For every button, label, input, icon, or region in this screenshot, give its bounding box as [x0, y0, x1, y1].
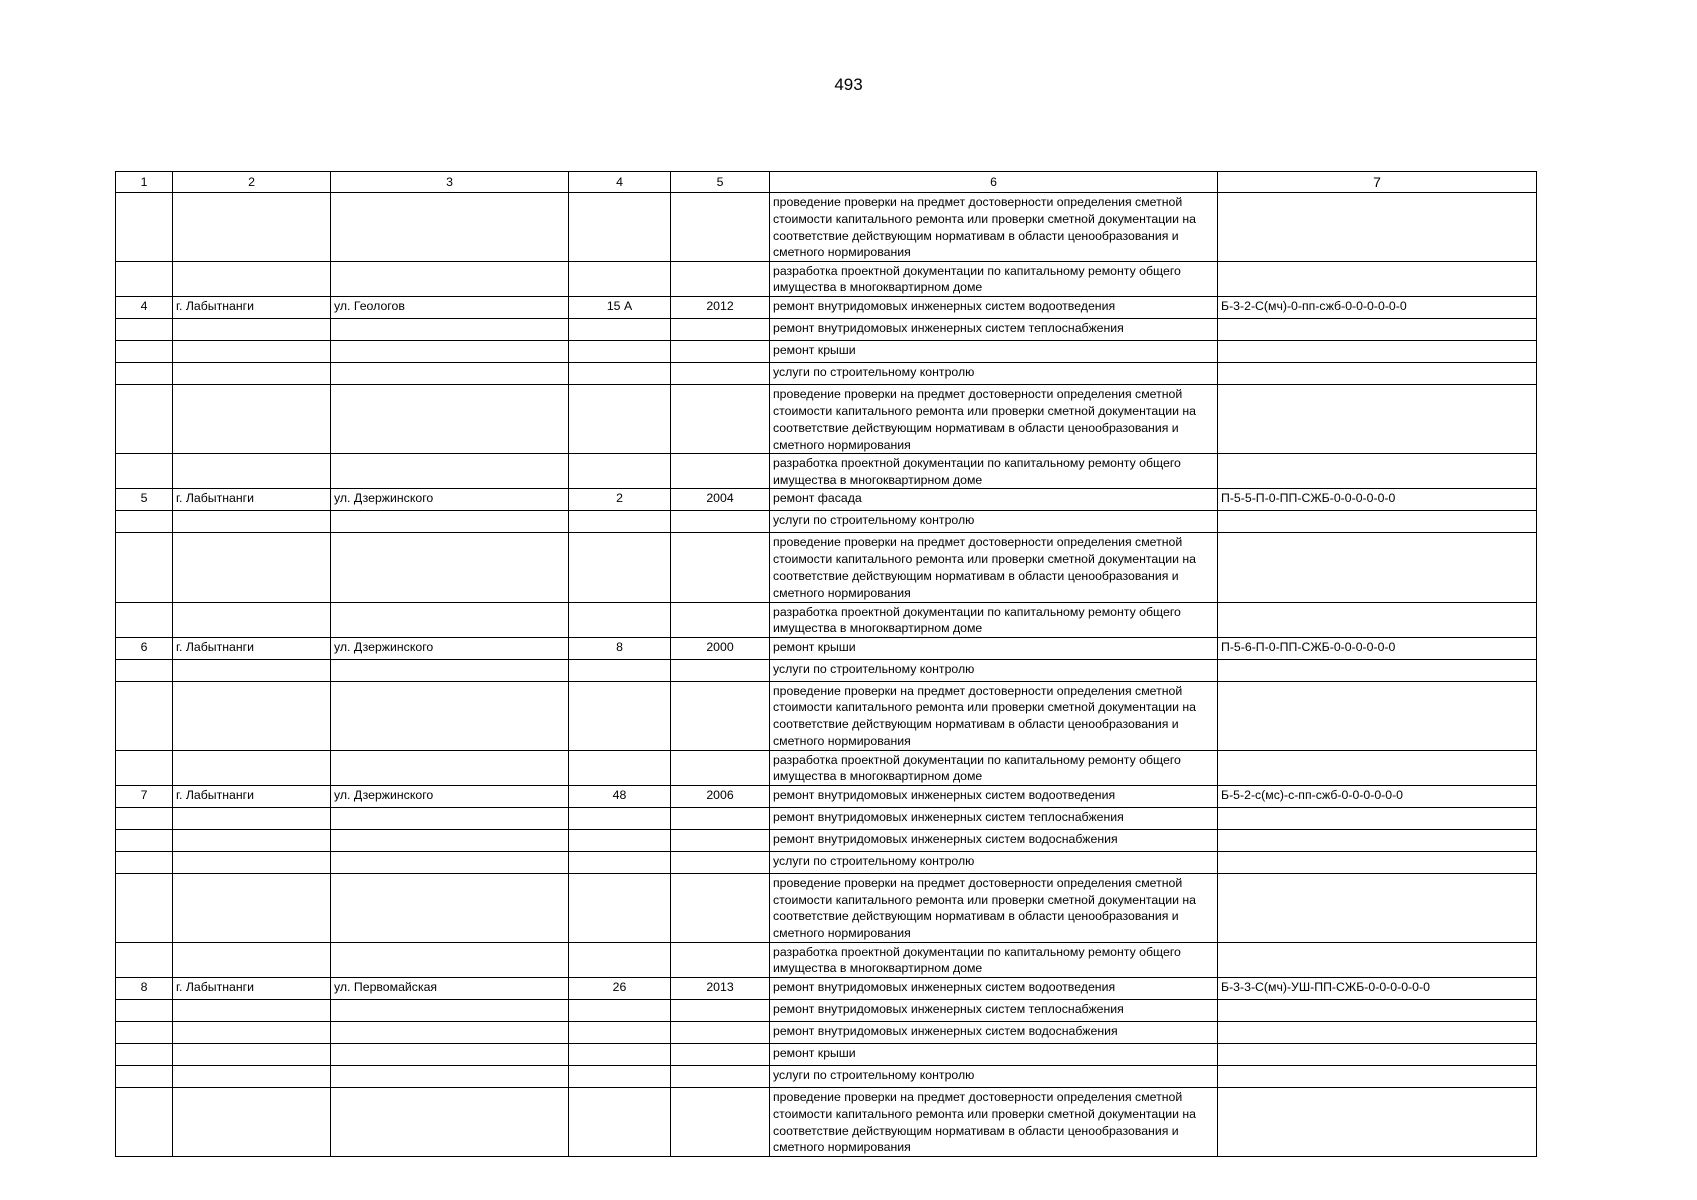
table-row — [116, 999, 1537, 1021]
table-row — [116, 193, 1537, 262]
table-cell — [116, 385, 173, 454]
table-cell — [173, 851, 331, 873]
table-cell: Б-3-3-С(мч)-УШ-ПП-СЖБ-0-0-0-0-0-0 — [1218, 977, 1537, 999]
table-cell — [1218, 851, 1537, 873]
table-cell: проведение проверки на предмет достоверности определения сметной стоимости капитального ремонта или проверки сметной документации на соответствие действующим нормативам в области ценообразования и сметного нормирования — [770, 193, 1218, 262]
table-cell — [569, 454, 671, 489]
table-cell: проведение проверки на предмет достоверности определения сметной стоимости капитального ремонта или проверки сметной документации на соответствие действующим нормативам в области ценообразования и сметного нормирования — [770, 385, 1218, 454]
table-cell — [173, 341, 331, 363]
table-cell — [569, 193, 671, 262]
table-cell — [671, 807, 770, 829]
header-cell: 4 — [569, 172, 671, 193]
table-cell — [1218, 602, 1537, 637]
table-cell — [569, 262, 671, 297]
table-cell: 2000 — [671, 637, 770, 659]
table-cell — [116, 1087, 173, 1156]
table-cell — [173, 1021, 331, 1043]
table-row — [116, 1043, 1537, 1065]
table-cell — [671, 193, 770, 262]
table-cell — [173, 454, 331, 489]
table-cell: ремонт внутридомовых инженерных систем водоотведения — [770, 297, 1218, 319]
table-cell — [331, 533, 569, 602]
table-cell — [116, 659, 173, 681]
table-cell — [331, 1043, 569, 1065]
table-cell — [173, 750, 331, 785]
table-cell: 26 — [569, 977, 671, 999]
table-cell — [569, 1087, 671, 1156]
table-cell: ул. Геологов — [331, 297, 569, 319]
table-cell — [671, 999, 770, 1021]
table-cell: ремонт внутридомовых инженерных систем теплоснабжения — [770, 319, 1218, 341]
table-row — [116, 785, 1537, 807]
table-cell — [331, 385, 569, 454]
table-cell: г. Лабытнанги — [173, 297, 331, 319]
table-cell: услуги по строительному контролю — [770, 1065, 1218, 1087]
table-cell: 2 — [569, 489, 671, 511]
works-table — [115, 171, 1537, 1157]
table-row — [116, 681, 1537, 750]
header-cell: 6 — [770, 172, 1218, 193]
table-row — [116, 659, 1537, 681]
table-cell — [1218, 873, 1537, 942]
table-cell: г. Лабытнанги — [173, 977, 331, 999]
table-cell: услуги по строительному контролю — [770, 511, 1218, 533]
table-cell: 2013 — [671, 977, 770, 999]
table-cell — [173, 385, 331, 454]
table-cell — [331, 750, 569, 785]
table-cell — [1218, 659, 1537, 681]
table-cell — [116, 454, 173, 489]
table-cell — [331, 942, 569, 977]
table-row — [116, 341, 1537, 363]
table-cell — [671, 319, 770, 341]
table-row — [116, 385, 1537, 454]
table-row — [116, 262, 1537, 297]
table-cell — [1218, 807, 1537, 829]
table-cell — [1218, 385, 1537, 454]
table-cell — [116, 319, 173, 341]
table-cell: разработка проектной документации по капитальному ремонту общего имущества в многоквартирном доме — [770, 454, 1218, 489]
table-cell — [671, 829, 770, 851]
table-cell — [1218, 363, 1537, 385]
table-cell — [569, 602, 671, 637]
table-cell: П-5-6-П-0-ПП-СЖБ-0-0-0-0-0-0 — [1218, 637, 1537, 659]
table-cell — [569, 750, 671, 785]
table-cell: проведение проверки на предмет достоверности определения сметной стоимости капитального ремонта или проверки сметной документации на соответствие действующим нормативам в области ценообразования и сметного нормирования — [770, 1087, 1218, 1156]
table-cell: разработка проектной документации по капитальному ремонту общего имущества в многоквартирном доме — [770, 750, 1218, 785]
table-cell — [1218, 341, 1537, 363]
table-cell: 4 — [116, 297, 173, 319]
table-row — [116, 1087, 1537, 1156]
table-row — [116, 1065, 1537, 1087]
table-cell — [173, 942, 331, 977]
table-cell — [671, 851, 770, 873]
table-cell — [116, 873, 173, 942]
table-cell — [116, 533, 173, 602]
table-cell — [331, 1065, 569, 1087]
table-row — [116, 807, 1537, 829]
table-row — [116, 851, 1537, 873]
header-cell: 7 — [1218, 172, 1537, 193]
table-cell: разработка проектной документации по капитальному ремонту общего имущества в многоквартирном доме — [770, 602, 1218, 637]
table-cell — [173, 999, 331, 1021]
table-cell: ул. Дзержинского — [331, 785, 569, 807]
table-cell: 5 — [116, 489, 173, 511]
table-cell — [331, 873, 569, 942]
table-cell — [569, 511, 671, 533]
table-cell — [116, 1065, 173, 1087]
table-cell — [1218, 533, 1537, 602]
table-cell — [116, 341, 173, 363]
table-cell: ремонт внутридомовых инженерных систем теплоснабжения — [770, 999, 1218, 1021]
table-cell — [173, 363, 331, 385]
table-cell — [671, 750, 770, 785]
header-cell: 2 — [173, 172, 331, 193]
table-cell — [116, 999, 173, 1021]
table-cell — [331, 851, 569, 873]
table-cell — [569, 1065, 671, 1087]
table-row — [116, 511, 1537, 533]
table-cell: 15 А — [569, 297, 671, 319]
table-cell — [1218, 681, 1537, 750]
table-cell: ул. Дзержинского — [331, 489, 569, 511]
table-cell — [116, 750, 173, 785]
table-cell: ул. Первомайская — [331, 977, 569, 999]
table-cell — [569, 851, 671, 873]
table-cell: ремонт внутридомовых инженерных систем водоснабжения — [770, 1021, 1218, 1043]
table-cell — [116, 829, 173, 851]
table-row — [116, 942, 1537, 977]
table-cell — [173, 602, 331, 637]
table-cell — [569, 999, 671, 1021]
table-cell — [671, 363, 770, 385]
table-cell — [569, 1043, 671, 1065]
table-cell — [173, 1087, 331, 1156]
table-cell — [1218, 1043, 1537, 1065]
table-row — [116, 1021, 1537, 1043]
table-cell — [569, 363, 671, 385]
table-cell — [671, 533, 770, 602]
table-cell — [1218, 262, 1537, 297]
table-cell — [173, 193, 331, 262]
table-cell — [671, 1065, 770, 1087]
table-cell — [116, 1021, 173, 1043]
table-cell: услуги по строительному контролю — [770, 363, 1218, 385]
table-cell — [331, 319, 569, 341]
table-cell: проведение проверки на предмет достоверности определения сметной стоимости капитального ремонта или проверки сметной документации на соответствие действующим нормативам в области ценообразования и сметного нормирования — [770, 873, 1218, 942]
table-cell — [173, 681, 331, 750]
table-cell — [331, 807, 569, 829]
table-cell: разработка проектной документации по капитальному ремонту общего имущества в многоквартирном доме — [770, 942, 1218, 977]
table-cell — [1218, 999, 1537, 1021]
table-cell — [569, 659, 671, 681]
table-row — [116, 602, 1537, 637]
table-cell — [173, 1043, 331, 1065]
table-cell — [1218, 942, 1537, 977]
table-cell — [331, 454, 569, 489]
table-cell — [569, 807, 671, 829]
table-cell — [569, 942, 671, 977]
table-body — [116, 172, 1537, 1157]
table-cell — [569, 1021, 671, 1043]
table-cell: ремонт внутридомовых инженерных систем теплоснабжения — [770, 807, 1218, 829]
table-row — [116, 489, 1537, 511]
table-cell — [1218, 829, 1537, 851]
table-cell — [116, 511, 173, 533]
table-cell: ул. Дзержинского — [331, 637, 569, 659]
table-cell: П-5-5-П-0-ПП-СЖБ-0-0-0-0-0-0 — [1218, 489, 1537, 511]
table-cell — [1218, 454, 1537, 489]
table-cell — [671, 873, 770, 942]
table-cell: 8 — [569, 637, 671, 659]
table-cell — [116, 681, 173, 750]
table-cell — [671, 602, 770, 637]
table-cell — [671, 385, 770, 454]
table-cell — [173, 319, 331, 341]
table-cell: ремонт крыши — [770, 1043, 1218, 1065]
table-row — [116, 454, 1537, 489]
table-cell — [331, 681, 569, 750]
table-cell: ремонт фасада — [770, 489, 1218, 511]
table-cell — [331, 193, 569, 262]
table-row — [116, 829, 1537, 851]
table-cell — [671, 659, 770, 681]
table-cell — [331, 511, 569, 533]
table-cell — [1218, 750, 1537, 785]
table-cell — [1218, 511, 1537, 533]
table-cell — [331, 659, 569, 681]
table-cell — [569, 319, 671, 341]
table-cell — [116, 942, 173, 977]
table-cell — [331, 602, 569, 637]
table-cell: проведение проверки на предмет достоверности определения сметной стоимости капитального ремонта или проверки сметной документации на соответствие действующим нормативам в области ценообразования и сметного нормирования — [770, 533, 1218, 602]
table-cell: г. Лабытнанги — [173, 489, 331, 511]
table-row — [116, 533, 1537, 602]
table-cell: ремонт крыши — [770, 637, 1218, 659]
table-cell — [331, 829, 569, 851]
table-cell — [331, 1087, 569, 1156]
table-cell — [1218, 1087, 1537, 1156]
table-row — [116, 977, 1537, 999]
table-cell — [116, 1043, 173, 1065]
table-cell — [671, 341, 770, 363]
table-cell: ремонт внутридомовых инженерных систем водоотведения — [770, 785, 1218, 807]
table-cell — [671, 1087, 770, 1156]
table-cell — [1218, 1065, 1537, 1087]
table-cell — [331, 999, 569, 1021]
table-cell — [173, 807, 331, 829]
table-cell: 6 — [116, 637, 173, 659]
table-cell — [671, 511, 770, 533]
table-cell — [671, 942, 770, 977]
table-cell: ремонт внутридомовых инженерных систем водоотведения — [770, 977, 1218, 999]
table-cell: ремонт внутридомовых инженерных систем водоснабжения — [770, 829, 1218, 851]
table-cell — [1218, 319, 1537, 341]
table-cell — [173, 262, 331, 297]
table-cell — [671, 681, 770, 750]
table-cell — [569, 341, 671, 363]
table-cell: услуги по строительному контролю — [770, 659, 1218, 681]
table-cell — [331, 262, 569, 297]
header-cell: 1 — [116, 172, 173, 193]
table-cell: Б-5-2-с(мс)-с-пп-сжб-0-0-0-0-0-0 — [1218, 785, 1537, 807]
table-cell — [116, 851, 173, 873]
table-cell: услуги по строительному контролю — [770, 851, 1218, 873]
table-cell — [569, 681, 671, 750]
table-row — [116, 637, 1537, 659]
table-cell — [671, 1043, 770, 1065]
table-cell: 8 — [116, 977, 173, 999]
table-cell — [116, 262, 173, 297]
table-row — [116, 363, 1537, 385]
table-cell: ремонт крыши — [770, 341, 1218, 363]
table-cell — [173, 829, 331, 851]
table-cell — [173, 659, 331, 681]
table-cell: г. Лабытнанги — [173, 785, 331, 807]
table-cell — [671, 262, 770, 297]
table-row — [116, 750, 1537, 785]
table-cell — [173, 511, 331, 533]
table-header-row — [116, 172, 1537, 193]
table-row — [116, 873, 1537, 942]
table-cell: 7 — [116, 785, 173, 807]
table-row — [116, 319, 1537, 341]
page-number: 493 — [834, 75, 863, 94]
table-cell — [569, 873, 671, 942]
table-cell — [1218, 193, 1537, 262]
table-cell: 2012 — [671, 297, 770, 319]
table-cell — [671, 454, 770, 489]
table-cell — [116, 602, 173, 637]
table-cell — [116, 363, 173, 385]
table-cell: Б-3-2-С(мч)-0-пп-сжб-0-0-0-0-0-0 — [1218, 297, 1537, 319]
table-row — [116, 297, 1537, 319]
table-cell: 2004 — [671, 489, 770, 511]
header-cell: 5 — [671, 172, 770, 193]
table-cell: 2006 — [671, 785, 770, 807]
table-cell — [1218, 1021, 1537, 1043]
table-cell — [671, 1021, 770, 1043]
table-cell — [116, 807, 173, 829]
table-cell: 48 — [569, 785, 671, 807]
header-cell: 3 — [331, 172, 569, 193]
table-cell: г. Лабытнанги — [173, 637, 331, 659]
table-cell — [569, 829, 671, 851]
table-cell: проведение проверки на предмет достоверности определения сметной стоимости капитального ремонта или проверки сметной документации на соответствие действующим нормативам в области ценообразования и сметного нормирования — [770, 681, 1218, 750]
table-cell — [331, 363, 569, 385]
table-cell — [569, 533, 671, 602]
table-cell — [173, 1065, 331, 1087]
table-cell — [331, 1021, 569, 1043]
table-cell — [116, 193, 173, 262]
table-cell — [331, 341, 569, 363]
table-cell: разработка проектной документации по капитальному ремонту общего имущества в многоквартирном доме — [770, 262, 1218, 297]
table-cell — [569, 385, 671, 454]
table-cell — [173, 873, 331, 942]
table-cell — [173, 533, 331, 602]
